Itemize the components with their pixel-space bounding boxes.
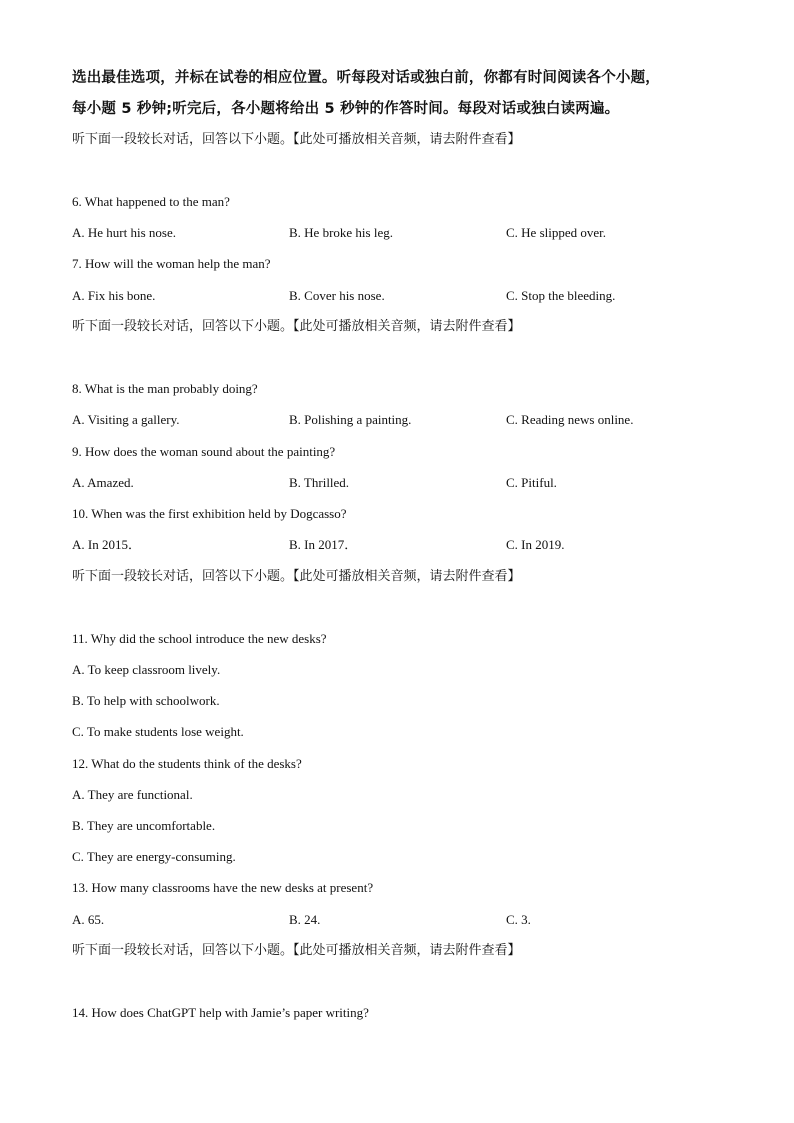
question-11-option-c: C. To make students lose weight. (72, 724, 244, 739)
question-6-option-b: B. He broke his leg. (289, 225, 393, 240)
listen-note: 听下面一段较长对话，回答以下小题。【此处可播放相关音频，请去附件查看】 (72, 569, 521, 584)
question-7-option-c: C. Stop the bleeding. (506, 288, 616, 303)
instructions-line-2: 每小题 5 秒钟;听完后，各小题将给出 5 秒钟的作答时间。每段对话或独白读两遍。 (72, 101, 620, 117)
question-10-option-c: C. In 2019. (506, 537, 565, 552)
question-7-option-a: A. Fix his bone. (72, 288, 156, 303)
question-9-option-c: C. Pitiful. (506, 475, 557, 490)
question-13-option-c: C. 3. (506, 912, 531, 927)
question-9-option-b: B. Thrilled. (289, 475, 350, 490)
instructions-line-1: 选出最佳选项，并标在试卷的相应位置。听每段对话或独白前，你都有时间阅读各个小题， (72, 70, 660, 86)
question-8-stem: 8. What is the man probably doing? (72, 381, 258, 396)
listen-note: 听下面一段较长对话，回答以下小题。【此处可播放相关音频，请去附件查看】 (72, 943, 521, 958)
question-9-option-a: A. Amazed. (72, 475, 134, 490)
question-8-option-c: C. Reading news online. (506, 412, 634, 427)
question-9-stem: 9. How does the woman sound about the painting? (72, 444, 336, 459)
question-11-stem: 11. Why did the school introduce the new desks? (72, 631, 327, 646)
question-12-option-b: B. They are uncomfortable. (72, 818, 216, 833)
question-7-option-b: B. Cover his nose. (289, 288, 385, 303)
listen-note: 听下面一段较长对话，回答以下小题。【此处可播放相关音频，请去附件查看】 (72, 132, 521, 147)
question-13-option-a: A. 65. (72, 912, 105, 927)
question-11-option-b: B. To help with schoolwork. (72, 693, 220, 708)
question-8-option-a: A. Visiting a gallery. (72, 412, 180, 427)
question-11-option-a: A. To keep classroom lively. (72, 662, 221, 677)
question-7-stem: 7. How will the woman help the man? (72, 256, 271, 271)
question-13-stem: 13. How many classrooms have the new desks at present? (72, 880, 374, 895)
question-13-option-b: B. 24. (289, 912, 321, 927)
question-12-stem: 12. What do the students think of the desks? (72, 756, 302, 771)
question-6-option-a: A. He hurt his nose. (72, 225, 176, 240)
question-10-option-b: B. In 2017． (289, 537, 358, 552)
listen-note: 听下面一段较长对话，回答以下小题。【此处可播放相关音频，请去附件查看】 (72, 319, 521, 334)
question-14-stem: 14. How does ChatGPT help with Jamie’s paper writing? (72, 1005, 369, 1020)
question-6-option-c: C. He slipped over. (506, 225, 607, 240)
question-12-option-c: C. They are energy-consuming. (72, 849, 236, 864)
question-6-stem: 6. What happened to the man? (72, 194, 230, 209)
question-8-option-b: B. Polishing a painting. (289, 412, 412, 427)
question-10-option-a: A. In 2015． (72, 537, 141, 552)
question-12-option-a: A. They are functional. (72, 787, 193, 802)
question-10-stem: 10. When was the first exhibition held by Dogcasso? (72, 506, 347, 521)
